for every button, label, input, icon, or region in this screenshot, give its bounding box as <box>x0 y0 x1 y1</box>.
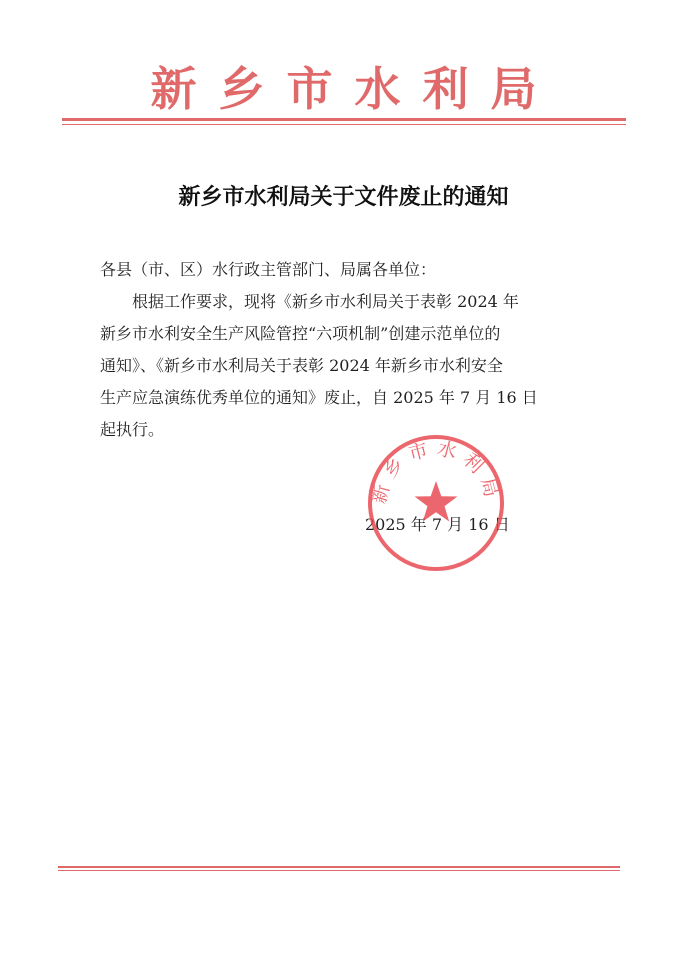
footer-rule-thin <box>58 870 620 871</box>
salutation: 各县（市、区）水行政主管部门、局属各单位： <box>100 260 437 279</box>
issue-date: 2025 年 7 月 16 日 <box>365 515 510 534</box>
document-title: 新乡市水利局关于文件废止的通知 <box>178 184 509 210</box>
header-rule-thin <box>62 124 626 125</box>
body-line: 根据工作要求，现将《新乡市水利局关于表彰 2024 年 <box>132 292 519 311</box>
header-rule-thick <box>62 118 626 121</box>
official-seal <box>366 433 506 573</box>
body-line: 生产应急演练优秀单位的通知》废止，自 2025 年 7 月 16 日 <box>100 388 538 407</box>
body-line: 新乡市水利安全生产风险管控“六项机制”创建示范单位的 <box>100 324 501 343</box>
letterhead <box>60 56 627 116</box>
star-icon <box>415 481 458 522</box>
body-line: 通知》、《新乡市水利局关于表彰 2024 年新乡市水利安全 <box>100 356 503 375</box>
seal-text: 新乡市水利局 <box>367 437 505 507</box>
footer-rule-thick <box>58 866 620 868</box>
body-paragraph <box>100 286 600 446</box>
org-name: 新乡市水利局 <box>150 62 559 116</box>
body-line: 起执行。 <box>100 420 165 439</box>
